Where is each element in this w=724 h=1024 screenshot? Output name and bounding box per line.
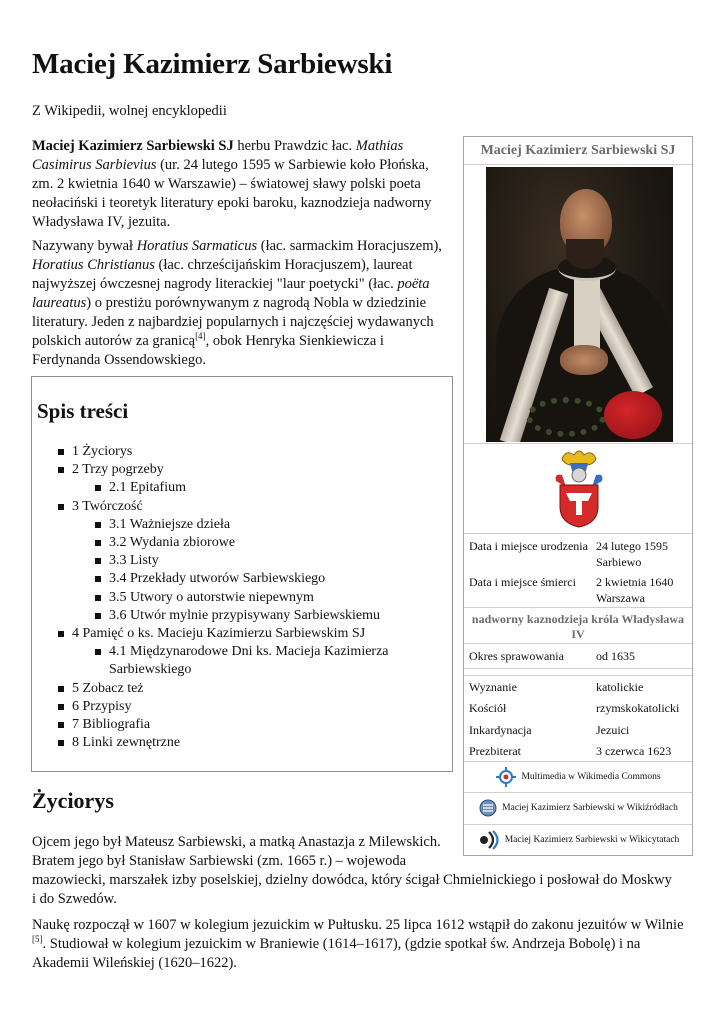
p2-text-4: ) o prestiżu porównywanym z nagrodą Nobla w dziedzinie literatury. Jeden z najbardziej popularnych i najczęściej wydawanych polskich autorów za granicą	[32, 295, 434, 349]
toc-item-label[interactable]: 3.5 Utwory o autorstwie niepewnym	[109, 589, 314, 605]
row-label: Data i miejsce śmierci	[469, 575, 576, 589]
p3-first-lines: Ojcem jego był Mateusz Sarbiewski, a matką Anastazja z Milewskich. Bratem jego był Stanisław Sarbiewski (zm. 1665 r.) – wojewoda	[32, 834, 441, 869]
link-label[interactable]: Maciej Kazimierz Sarbiewski w Wikicytatach	[504, 835, 680, 845]
bullet-icon	[58, 686, 64, 692]
bullet-icon	[95, 576, 101, 582]
row-value[interactable]: Jezuici	[596, 723, 630, 737]
toc-item[interactable]	[32, 680, 432, 698]
portrait-wreath	[526, 397, 606, 437]
toc-item-label[interactable]: 7 Bibliografia	[72, 717, 151, 733]
infobox-divider	[464, 607, 692, 608]
p2-italic-3: poëta laureatus	[32, 276, 430, 311]
toc-item[interactable]	[32, 607, 432, 625]
toc-item[interactable]	[32, 698, 432, 716]
toc-item[interactable]	[32, 716, 432, 734]
coat-of-arms-icon[interactable]	[552, 449, 606, 529]
bullet-icon	[95, 522, 101, 528]
row-label: Kościół	[469, 701, 507, 715]
row-value: 3 czerwca 1623	[596, 744, 672, 758]
infobox	[463, 136, 693, 856]
toc-item-label[interactable]: 3.4 Przekłady utworów Sarbiewskiego	[109, 571, 326, 587]
toc-item-label[interactable]: 8 Linki zewnętrzne	[72, 735, 181, 751]
portrait-image[interactable]	[486, 167, 673, 442]
bullet-icon	[58, 631, 64, 637]
toc-item[interactable]	[32, 734, 432, 752]
infobox-divider	[464, 668, 692, 669]
toc-item-label[interactable]: 2.1 Epitafium	[109, 480, 186, 496]
toc-item-label[interactable]: 3.3 Listy	[109, 553, 159, 569]
wikisource-link[interactable]	[464, 795, 692, 821]
p4-text-2: . Studiował w kolegium jezuickim w Braniewie (1614–1617), (gdzie spotkał św. Andrzeja Bobolę) i na Akademii Wileńskiej (1620–1622).	[32, 936, 641, 971]
footnote-link[interactable]: [4]	[195, 331, 206, 342]
footnote-link[interactable]: [5]	[32, 934, 43, 945]
bullet-icon	[95, 595, 101, 601]
p2-text-2: (łac. sarmackim Horacjuszem),	[257, 238, 442, 254]
infobox-divider	[464, 443, 692, 444]
toc-item-label[interactable]: 5 Zobacz też	[72, 680, 144, 696]
nickname-paragraph	[32, 237, 452, 370]
row-value: 2 kwietnia 1640 Warszawa	[596, 575, 674, 605]
toc-item-label[interactable]: 2 Trzy pogrzeby	[72, 462, 164, 478]
toc-item-label[interactable]: 3.1 Ważniejsze dzieła	[109, 516, 231, 532]
infobox-divider	[464, 761, 692, 762]
latin-name: Mathias Casimirus Sarbievius	[32, 138, 404, 173]
tagline: Z Wikipedii, wolnej encyklopedii	[32, 103, 227, 119]
toc-item-label[interactable]: 3.6 Utwór mylnie przypisywany Sarbiewskiemu	[109, 607, 381, 623]
row-label: Data i miejsce urodzenia	[469, 539, 588, 553]
row-label: Okres sprawowania	[469, 649, 564, 663]
biography-paragraph-2	[32, 916, 692, 973]
toc-item[interactable]	[32, 479, 432, 497]
bullet-icon	[95, 649, 101, 655]
bullet-icon	[58, 504, 64, 510]
bullet-icon	[95, 558, 101, 564]
page-title: Maciej Kazimierz Sarbiewski	[32, 48, 393, 80]
row-value: 24 lutego 1595 Sarbiewo	[596, 539, 668, 569]
infobox-divider	[464, 675, 692, 676]
portrait-seal	[604, 391, 662, 439]
p4-text-1: Naukę rozpoczął w 1607 w kolegium jezuickim w Pułtusku. 25 lipca 1612 wstąpił do zakonu jezuitów w Wilnie	[32, 917, 684, 933]
p2-text-1: Nazywany bywał	[32, 238, 137, 254]
p3-rest: mazowiecki, marszałek izby poselskiej, dzielny dowódca, który ścigał Chmielnickiego i posłował do Moskwy i do Szwedów.	[32, 872, 672, 907]
p2-text-5: , obok Henryka Sienkiewicza i Ferdynanda Ossendowskiego.	[32, 333, 384, 368]
section-heading: Życiorys	[32, 788, 114, 813]
bullet-icon	[58, 449, 64, 455]
link-label[interactable]: Maciej Kazimierz Sarbiewski w Wikiźródłach	[502, 803, 678, 813]
infobox-divider	[464, 643, 692, 644]
bullet-icon	[58, 704, 64, 710]
toc-item[interactable]	[32, 589, 432, 607]
bullet-icon	[95, 613, 101, 619]
infobox-divider	[464, 533, 692, 534]
intro-text-2: (ur. 24 lutego 1595 w Sarbiewie koło Płońska, zm. 2 kwietnia 1640 w Warszawie) – światowej sławy polski poeta neołaciński i teoretyk literatury epoki baroku, kaznodzieja nadworny Władysława IV, jezuita.	[32, 157, 432, 230]
toc-title: Spis treści	[37, 399, 129, 423]
wikisource-icon	[478, 798, 498, 818]
toc-item[interactable]	[32, 443, 432, 461]
commons-icon	[495, 766, 517, 788]
toc-item-label[interactable]: 4.1 Międzynarodowe Dni ks. Macieja Kazimierza Sarbiewskiego	[109, 644, 389, 678]
toc-item[interactable]	[32, 461, 432, 479]
infobox-divider	[464, 792, 692, 793]
p2-text-3: (łac. chrześcijańskim Horacjuszem), laureat najwyższej ówczesnej nagrody literackiej "laur poetycki" (łac.	[32, 257, 413, 292]
toc-item[interactable]	[32, 643, 432, 679]
subject-name: Maciej Kazimierz Sarbiewski SJ	[32, 138, 234, 154]
toc-item[interactable]	[32, 498, 432, 516]
intro-paragraph	[32, 137, 447, 232]
link-label[interactable]: Multimedia w Wikimedia Commons	[521, 772, 661, 782]
commons-link[interactable]	[464, 764, 692, 790]
toc-item-label[interactable]: 4 Pamięć o ks. Macieju Kazimierzu Sarbiewskim SJ	[72, 626, 366, 642]
toc-item-label[interactable]: 1 Życiorys	[72, 444, 133, 459]
row-value: od 1635	[596, 649, 635, 663]
row-label: Wyznanie	[469, 680, 517, 694]
infobox-title: Maciej Kazimierz Sarbiewski SJ	[464, 137, 692, 165]
toc-item[interactable]	[32, 625, 432, 643]
table-of-contents	[31, 376, 453, 772]
toc-list	[32, 443, 432, 752]
toc-item-label[interactable]: 6 Przypisy	[72, 698, 132, 714]
portrait-beard	[566, 239, 604, 269]
infobox-office[interactable]: nadworny kaznodzieja króla Władysława IV	[471, 612, 685, 641]
toc-item[interactable]	[32, 552, 432, 570]
p2-italic-2: Horatius Christianus	[32, 257, 155, 273]
row-label: Inkardynacja	[469, 723, 532, 737]
wikiquote-icon	[477, 829, 501, 851]
intro-text-1: herbu Prawdzic łac.	[233, 138, 356, 154]
bullet-icon	[58, 740, 64, 746]
infobox-divider	[464, 824, 692, 825]
row-value[interactable]: katolickie	[596, 680, 644, 694]
toc-item[interactable]	[32, 534, 432, 552]
toc-item-label[interactable]: 3.2 Wydania zbiorowe	[109, 535, 236, 551]
wikiquote-link[interactable]	[464, 826, 692, 854]
bullet-icon	[95, 540, 101, 546]
portrait-hand	[560, 345, 608, 375]
bullet-icon	[95, 485, 101, 491]
toc-item[interactable]	[32, 570, 432, 588]
row-value[interactable]: rzymskokatolicki	[596, 701, 680, 715]
p2-italic-1: Horatius Sarmaticus	[136, 238, 258, 254]
bullet-icon	[58, 722, 64, 728]
bullet-icon	[58, 467, 64, 473]
row-label: Prezbiterat	[469, 744, 521, 758]
toc-item-label[interactable]: 3 Twórczość	[72, 498, 143, 514]
toc-item[interactable]	[32, 516, 432, 534]
